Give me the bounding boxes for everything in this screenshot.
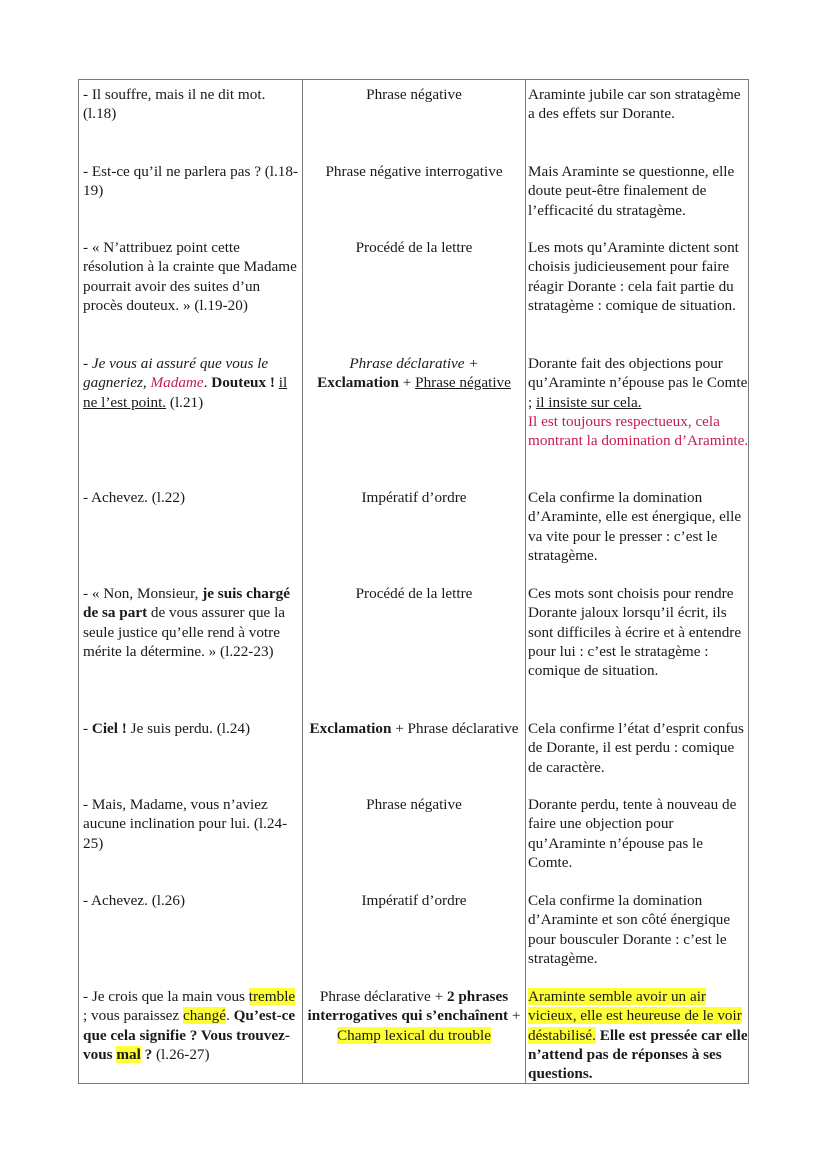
- analyse-cell: Dorante perdu, tente à nouveau de faire une objection pour qu’Araminte n’épouse pas le Comte.: [528, 796, 737, 871]
- quote-cell: - Il souffre, mais il ne dit mot. (l.18): [83, 86, 266, 123]
- procede-italic: Phrase déclarative +: [349, 355, 479, 372]
- quote-text: - Je crois que la main vous: [83, 988, 249, 1005]
- procede-cell: Procédé de la lettre: [355, 585, 473, 602]
- analyse-highlight: Araminte semble avoir un air vicieux, elle est heureuse de le voir déstabilisé.: [528, 988, 742, 1044]
- quote-text: Je suis perdu. (l.24): [126, 720, 251, 737]
- quote-italic: - Je vous ai assuré que vous le gagneriez,: [83, 355, 269, 392]
- analyse-cell: [528, 354, 750, 450]
- quote-cell: [83, 987, 301, 1064]
- quote-bold: Qu’est-ce que cela signifie ? Vous trouvez-vous: [83, 1007, 296, 1063]
- procede-bold: 2 phrases interrogatives qui s’enchaînent: [307, 988, 509, 1025]
- procede-cell: [304, 987, 524, 1045]
- quote-text: .: [203, 374, 212, 392]
- procede-plus: +: [508, 1007, 521, 1025]
- quote-bold: je suis chargé de sa part: [83, 585, 290, 622]
- column-divider: [302, 80, 303, 1083]
- analyse-cell: [528, 987, 750, 1083]
- procede-text: Phrase déclarative +: [319, 988, 447, 1005]
- quote-cell: - Achevez. (l.22): [83, 489, 186, 506]
- quote-italic-red: Madame: [150, 374, 204, 392]
- quote-cell: - Mais, Madame, vous n’aviez aucune inclination pour lui. (l.24-25): [83, 796, 288, 852]
- quote-cell: [83, 584, 301, 661]
- analyse-cell: Cela confirme la domination d’Araminte et son côté énergique pour bousculer Dorante : c’est le stratagème.: [528, 892, 731, 967]
- analyse-underlined: il insiste sur cela.: [536, 393, 642, 411]
- quote-text: .: [225, 1007, 234, 1025]
- quote-bold: Douteux !: [211, 374, 275, 392]
- procede-cell: [304, 354, 524, 393]
- procede-cell: Phrase négative: [366, 86, 462, 103]
- procede-cell: Procédé de la lettre: [355, 239, 473, 256]
- analyse-cell: Cela confirme l’état d’esprit confus de Dorante, il est perdu : comique de caractère.: [528, 720, 744, 776]
- analyse-red: Il est toujours respectueux, cela montrant la domination d’Araminte.: [528, 412, 749, 450]
- quote-ref: (l.21): [166, 393, 204, 411]
- quote-ref: (l.26-27): [152, 1045, 210, 1063]
- quote-bold: ?: [140, 1045, 153, 1063]
- quote-cell: - « N’attribuez point cette résolution à la crainte que Madame pourrait avoir des suites d’un procès douteux. » (l.19-20): [83, 239, 297, 314]
- quote-highlight: changé: [182, 1007, 226, 1025]
- quote-cell: - Est-ce qu’il ne parlera pas ? (l.18-19): [83, 163, 299, 200]
- quote-text: -: [83, 720, 92, 737]
- quote-cell: [83, 719, 301, 738]
- quote-bold-highlight: mal: [116, 1045, 141, 1063]
- quote-cell: - Achevez. (l.26): [83, 892, 186, 909]
- procede-cell: Impératif d’ordre: [361, 489, 467, 506]
- procede-plus: +: [398, 374, 416, 392]
- quote-cell: [83, 354, 301, 412]
- analyse-cell: Ces mots sont choisis pour rendre Dorante jaloux lorsqu’il écrit, ils sont difficiles à écrire et à entendre pour lui : c’est le stratagème : comique de situation.: [528, 585, 742, 680]
- analyse-cell: Araminte jubile car son stratagème a des effets sur Dorante.: [528, 86, 741, 123]
- procede-text: + Phrase déclarative: [391, 720, 519, 737]
- quote-text: ; vous paraissez: [83, 1007, 183, 1025]
- quote-underlined: il ne l’est point.: [83, 374, 288, 411]
- quote-bold: Ciel !: [91, 720, 127, 737]
- procede-cell: Phrase négative: [366, 796, 462, 813]
- analyse-cell: Mais Araminte se questionne, elle doute peut-être finalement de l’efficacité du stratagème.: [528, 163, 735, 219]
- procede-bold: Exclamation: [317, 374, 399, 392]
- procede-cell: [304, 719, 524, 738]
- procede-cell: Phrase négative interrogative: [325, 163, 503, 180]
- column-divider: [525, 80, 526, 1083]
- quote-text: - « Non, Monsieur,: [83, 585, 203, 602]
- analyse-text: Dorante fait des objections pour qu’Araminte n’épouse pas le Comte ;: [528, 355, 748, 411]
- analyse-cell: Cela confirme la domination d’Araminte, elle est énergique, elle va vite pour le presser : c’est le stratagème.: [528, 489, 742, 564]
- procede-underlined: Phrase négative: [415, 374, 511, 392]
- analyse-bold: Elle est pressée car elle n’attend pas de réponses à ses questions.: [528, 1026, 748, 1083]
- quote-highlight: tremble: [248, 988, 296, 1005]
- procede-highlight: Champ lexical du trouble: [337, 1026, 491, 1044]
- quote-text: de vous assurer que la seule justice qu’elle rend à votre mérite la détermine. » (l.22-23): [83, 604, 286, 660]
- procede-cell: Impératif d’ordre: [361, 892, 467, 909]
- procede-bold: Exclamation: [309, 720, 392, 737]
- analyse-cell: Les mots qu’Araminte dictent sont choisis judicieusement pour faire réagir Dorante : cela fait partie du stratagème : comique de situation.: [528, 239, 739, 314]
- analysis-table: [78, 79, 749, 1084]
